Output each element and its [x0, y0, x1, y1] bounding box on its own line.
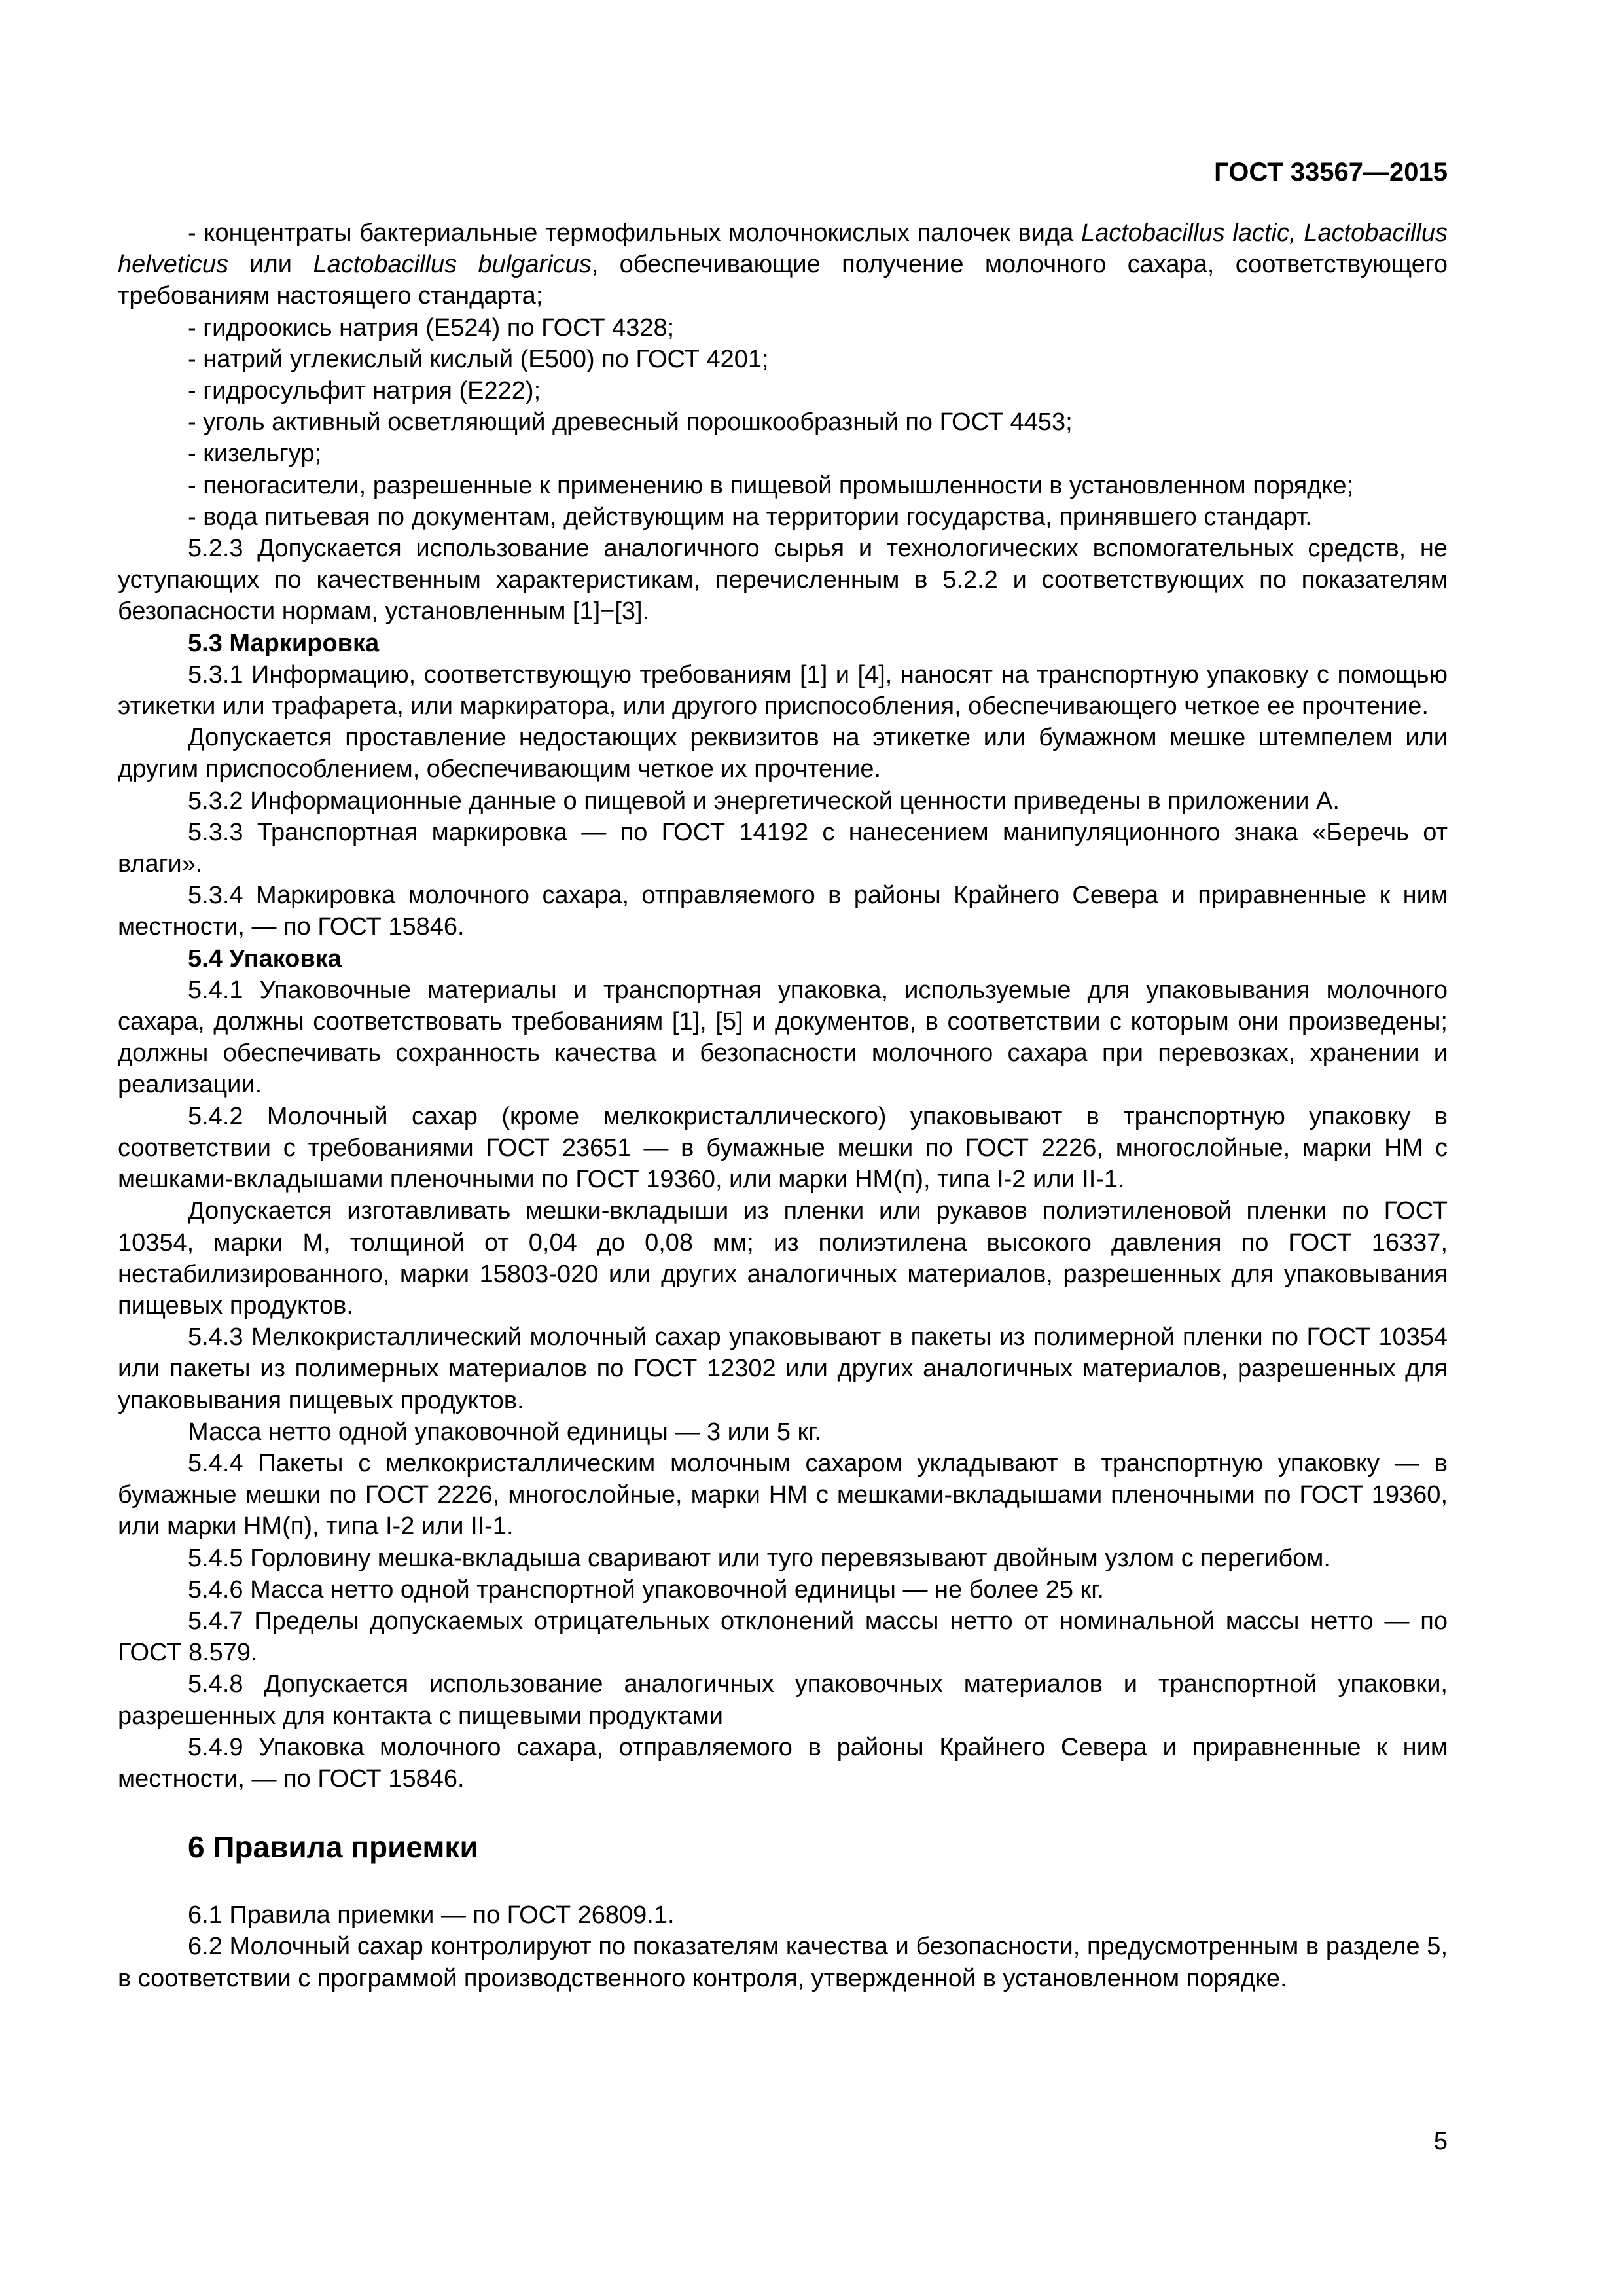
paragraph-6-2: 6.2 Молочный сахар контролируют по показателям качества и безопасности, предусмотренным в разделе 5, в соответствии с программой производственного контроля, утвержденной в установленном порядке. — [118, 1933, 1448, 1992]
list-item-drinking-water: - вода питьевая по документам, действующим на территории государства, принявшего стандарт. — [188, 503, 1312, 531]
paragraph-5-3-1: 5.3.1 Информацию, соответствующую требованиям [1] и [4], наносят на транспортную упаковку с помощью этикетки или трафарета, или маркиратора, или другого приспособления, обеспечивающего четкое ее прочтение. — [118, 660, 1448, 721]
section-heading-6: 6 Правила приемки — [188, 1830, 478, 1865]
list-item-antifoams: - пеногасители, разрешенные к применению в пищевой промышленности в установленном порядке; — [188, 471, 1354, 499]
paragraph-6-1: 6.1 Правила приемки — по ГОСТ 26809.1. — [188, 1901, 675, 1929]
paragraph-5-3-3: 5.3.3 Транспортная маркировка — по ГОСТ 14192 с нанесением манипуляционного знака «Беречь от влаги». — [118, 818, 1448, 878]
paragraph-5-4-3: 5.4.3 Мелкокристаллический молочный сахар упаковывают в пакеты из полимерной пленки по ГОСТ 10354 или пакеты из полимерных материалов по ГОСТ 12302 или других аналогичных материалов, разрешенных для упаковывания пищевых продуктов. — [118, 1323, 1448, 1414]
list-item-activated-carbon: - уголь активный осветляющий древесный порошкообразный по ГОСТ 4453; — [188, 408, 1073, 437]
list-item-sodium-hydroxide: - гидроокись натрия (Е524) по ГОСТ 4328; — [188, 314, 675, 342]
paragraph-5-4-6: 5.4.6 Масса нетто одной транспортной упаковочной единицы — не более 25 кг. — [188, 1575, 1104, 1604]
document-body — [118, 217, 1448, 1994]
subsection-heading-5-3: 5.3 Маркировка — [188, 629, 380, 657]
paragraph-5-4-7: 5.4.7 Пределы допускаемых отрицательных отклонений массы нетто от номинальной массы нетто — по ГОСТ 8.579. — [118, 1607, 1448, 1667]
paragraph-5-4-4: 5.4.4 Пакеты с мелкокристаллическим молочным сахаром укладывают в транспортную упаковку — в бумажные мешки по ГОСТ 2226, многослойные, марки НМ с мешками-вкладышами пленочными по ГОСТ 19360, или марки НМ(п), типа I-2 или II-1. — [118, 1449, 1448, 1541]
list-item-sodium-hydrosulfite: - гидросульфит натрия (Е222); — [188, 377, 541, 405]
paragraph-5-4-2: 5.4.2 Молочный сахар (кроме мелкокристаллического) упаковывают в транспортную упаковку в соответствии с требованиями ГОСТ 23651 — в бумажные мешки по ГОСТ 2226, многослойные, марки НМ с мешками-вкладышами пленочными по ГОСТ 19360, или марки НМ(п), типа I-2 или II-1. — [118, 1102, 1448, 1194]
paragraph-5-3-2: 5.3.2 Информационные данные о пищевой и энергетической ценности приведены в приложении А. — [188, 787, 1340, 815]
paragraph-5-4-8: 5.4.8 Допускается использование аналогичных упаковочных материалов и транспортной упаковки, разрешенных для контакта с пищевыми продуктами — [118, 1670, 1448, 1730]
paragraph-5-4-1: 5.4.1 Упаковочные материалы и транспортная упаковка, используемые для упаковывания молочного сахара, должны соответствовать требованиям [1], [5] и документов, в соответствии с которым они произведены; должны обеспечивать сохранность качества и безопасности молочного сахара при перевозках, хранении и реализации. — [118, 976, 1448, 1099]
list-item-bacterial-concentrates: - концентраты бактериальные термофильных молочнокислых палочек вида Lactobacillus lactic, Lactobacillus helveticus или Lactobacillus bulgaricus, обеспечивающие получение молочного сахара, соответствующего требованиям настоящего стандарта; — [118, 219, 1448, 310]
document-code: ГОСТ 33567—2015 — [1214, 158, 1448, 187]
subsection-heading-5-4: 5.4 Упаковка — [188, 944, 342, 973]
paragraph-5-3-4: 5.3.4 Маркировка молочного сахара, отправляемого в районы Крайнего Севера и приравненные к ним местности, — по ГОСТ 15846. — [118, 882, 1448, 941]
paragraph-5-2-3: 5.2.3 Допускается использование аналогичного сырья и технологических вспомогательных средств, не уступающих по качественным характеристикам, перечисленным в 5.2.2 и соответствующих по показателям безопасности нормам, установленным [1]−[3]. — [118, 535, 1448, 626]
page-number: 5 — [1433, 2128, 1448, 2155]
list-item-sodium-bicarbonate: - натрий углекислый кислый (Е500) по ГОСТ 4201; — [188, 345, 769, 373]
paragraph-5-4-3-mass: Масса нетто одной упаковочной единицы — 3 или 5 кг. — [188, 1418, 821, 1446]
paragraph-5-4-2-note: Допускается изготавливать мешки-вкладыши из пленки или рукавов полиэтиленовой пленки по ГОСТ 10354, марки М, толщиной от 0,04 до 0,08 мм; из полиэтилена высокого давления по ГОСТ 16337, нестабилизированного, марки 15803-020 или других аналогичных материалов, разрешенных для упаковывания пищевых продуктов. — [118, 1197, 1448, 1319]
paragraph-5-4-9: 5.4.9 Упаковка молочного сахара, отправляемого в районы Крайнего Севера и приравненные к ним местности, — по ГОСТ 15846. — [118, 1733, 1448, 1793]
paragraph-5-4-5: 5.4.5 Горловину мешка-вкладыша сваривают или туго перевязывают двойным узлом с перегибом. — [188, 1544, 1330, 1572]
paragraph-5-3-1-note: Допускается проставление недостающих реквизитов на этикетке или бумажном мешке штемпелем или другим приспособлением, обеспечивающим четкое их прочтение. — [118, 724, 1448, 783]
list-item-kieselguhr: - кизельгур; — [188, 440, 322, 468]
